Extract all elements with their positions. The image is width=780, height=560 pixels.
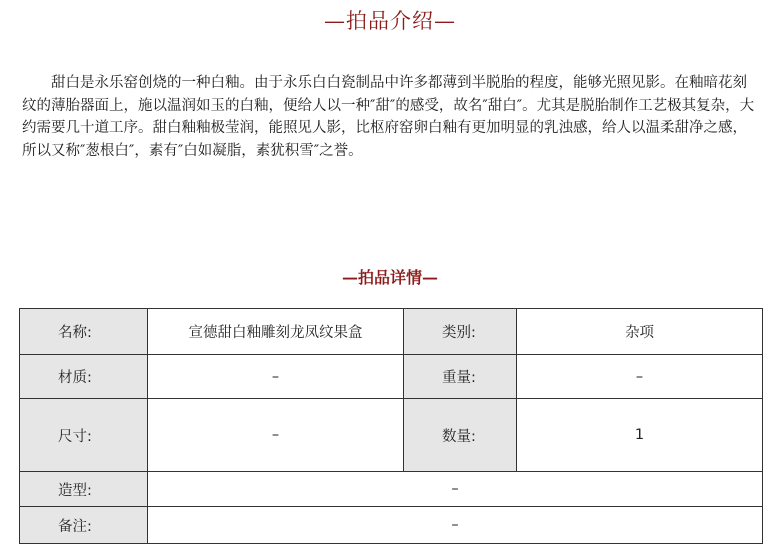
name-label: 名称: — [20, 309, 148, 355]
notes-label: 备注: — [20, 507, 148, 544]
shape-value: – — [148, 472, 763, 507]
weight-value: – — [517, 355, 763, 399]
intro-paragraph: 甜白是永乐窑创烧的一种白釉。由于永乐白白瓷制品中许多都薄到半脱胎的程度，能够光照见影。在釉暗花刻纹的薄胎器面上，施以温润如玉的白釉，便给人以一种″甜″的感受，故名″甜白″。尤其是脱胎制作工艺极其复杂，大约需要几十道工序。甜白釉釉极莹润，能照见人影，比枢府窑卵白釉有更加明显的乳浊感，给人以温柔甜净之感，所以又称″葱根白″，素有″白如凝脂，素犹积雪″之誉。 — [22, 75, 755, 159]
table-row — [20, 309, 763, 355]
name-value: 宣德甜白釉雕刻龙凤纹果盒 — [148, 309, 404, 355]
notes-value: – — [148, 507, 763, 544]
table-row — [20, 399, 763, 472]
category-label: 类别: — [404, 309, 517, 355]
table-row — [20, 507, 763, 544]
shape-label: 造型: — [20, 472, 148, 507]
intro-title: —拍品介绍— — [324, 9, 456, 33]
size-label: 尺寸: — [20, 399, 148, 472]
table-row — [20, 355, 763, 399]
material-label: 材质: — [20, 355, 148, 399]
size-value: – — [148, 399, 404, 472]
weight-label: 重量: — [404, 355, 517, 399]
details-title: —拍品详情— — [341, 268, 438, 287]
quantity-label: 数量: — [404, 399, 517, 472]
material-value: – — [148, 355, 404, 399]
quantity-value: 1 — [517, 399, 763, 472]
details-table — [19, 308, 763, 544]
category-value: 杂项 — [517, 309, 763, 355]
table-row — [20, 472, 763, 507]
